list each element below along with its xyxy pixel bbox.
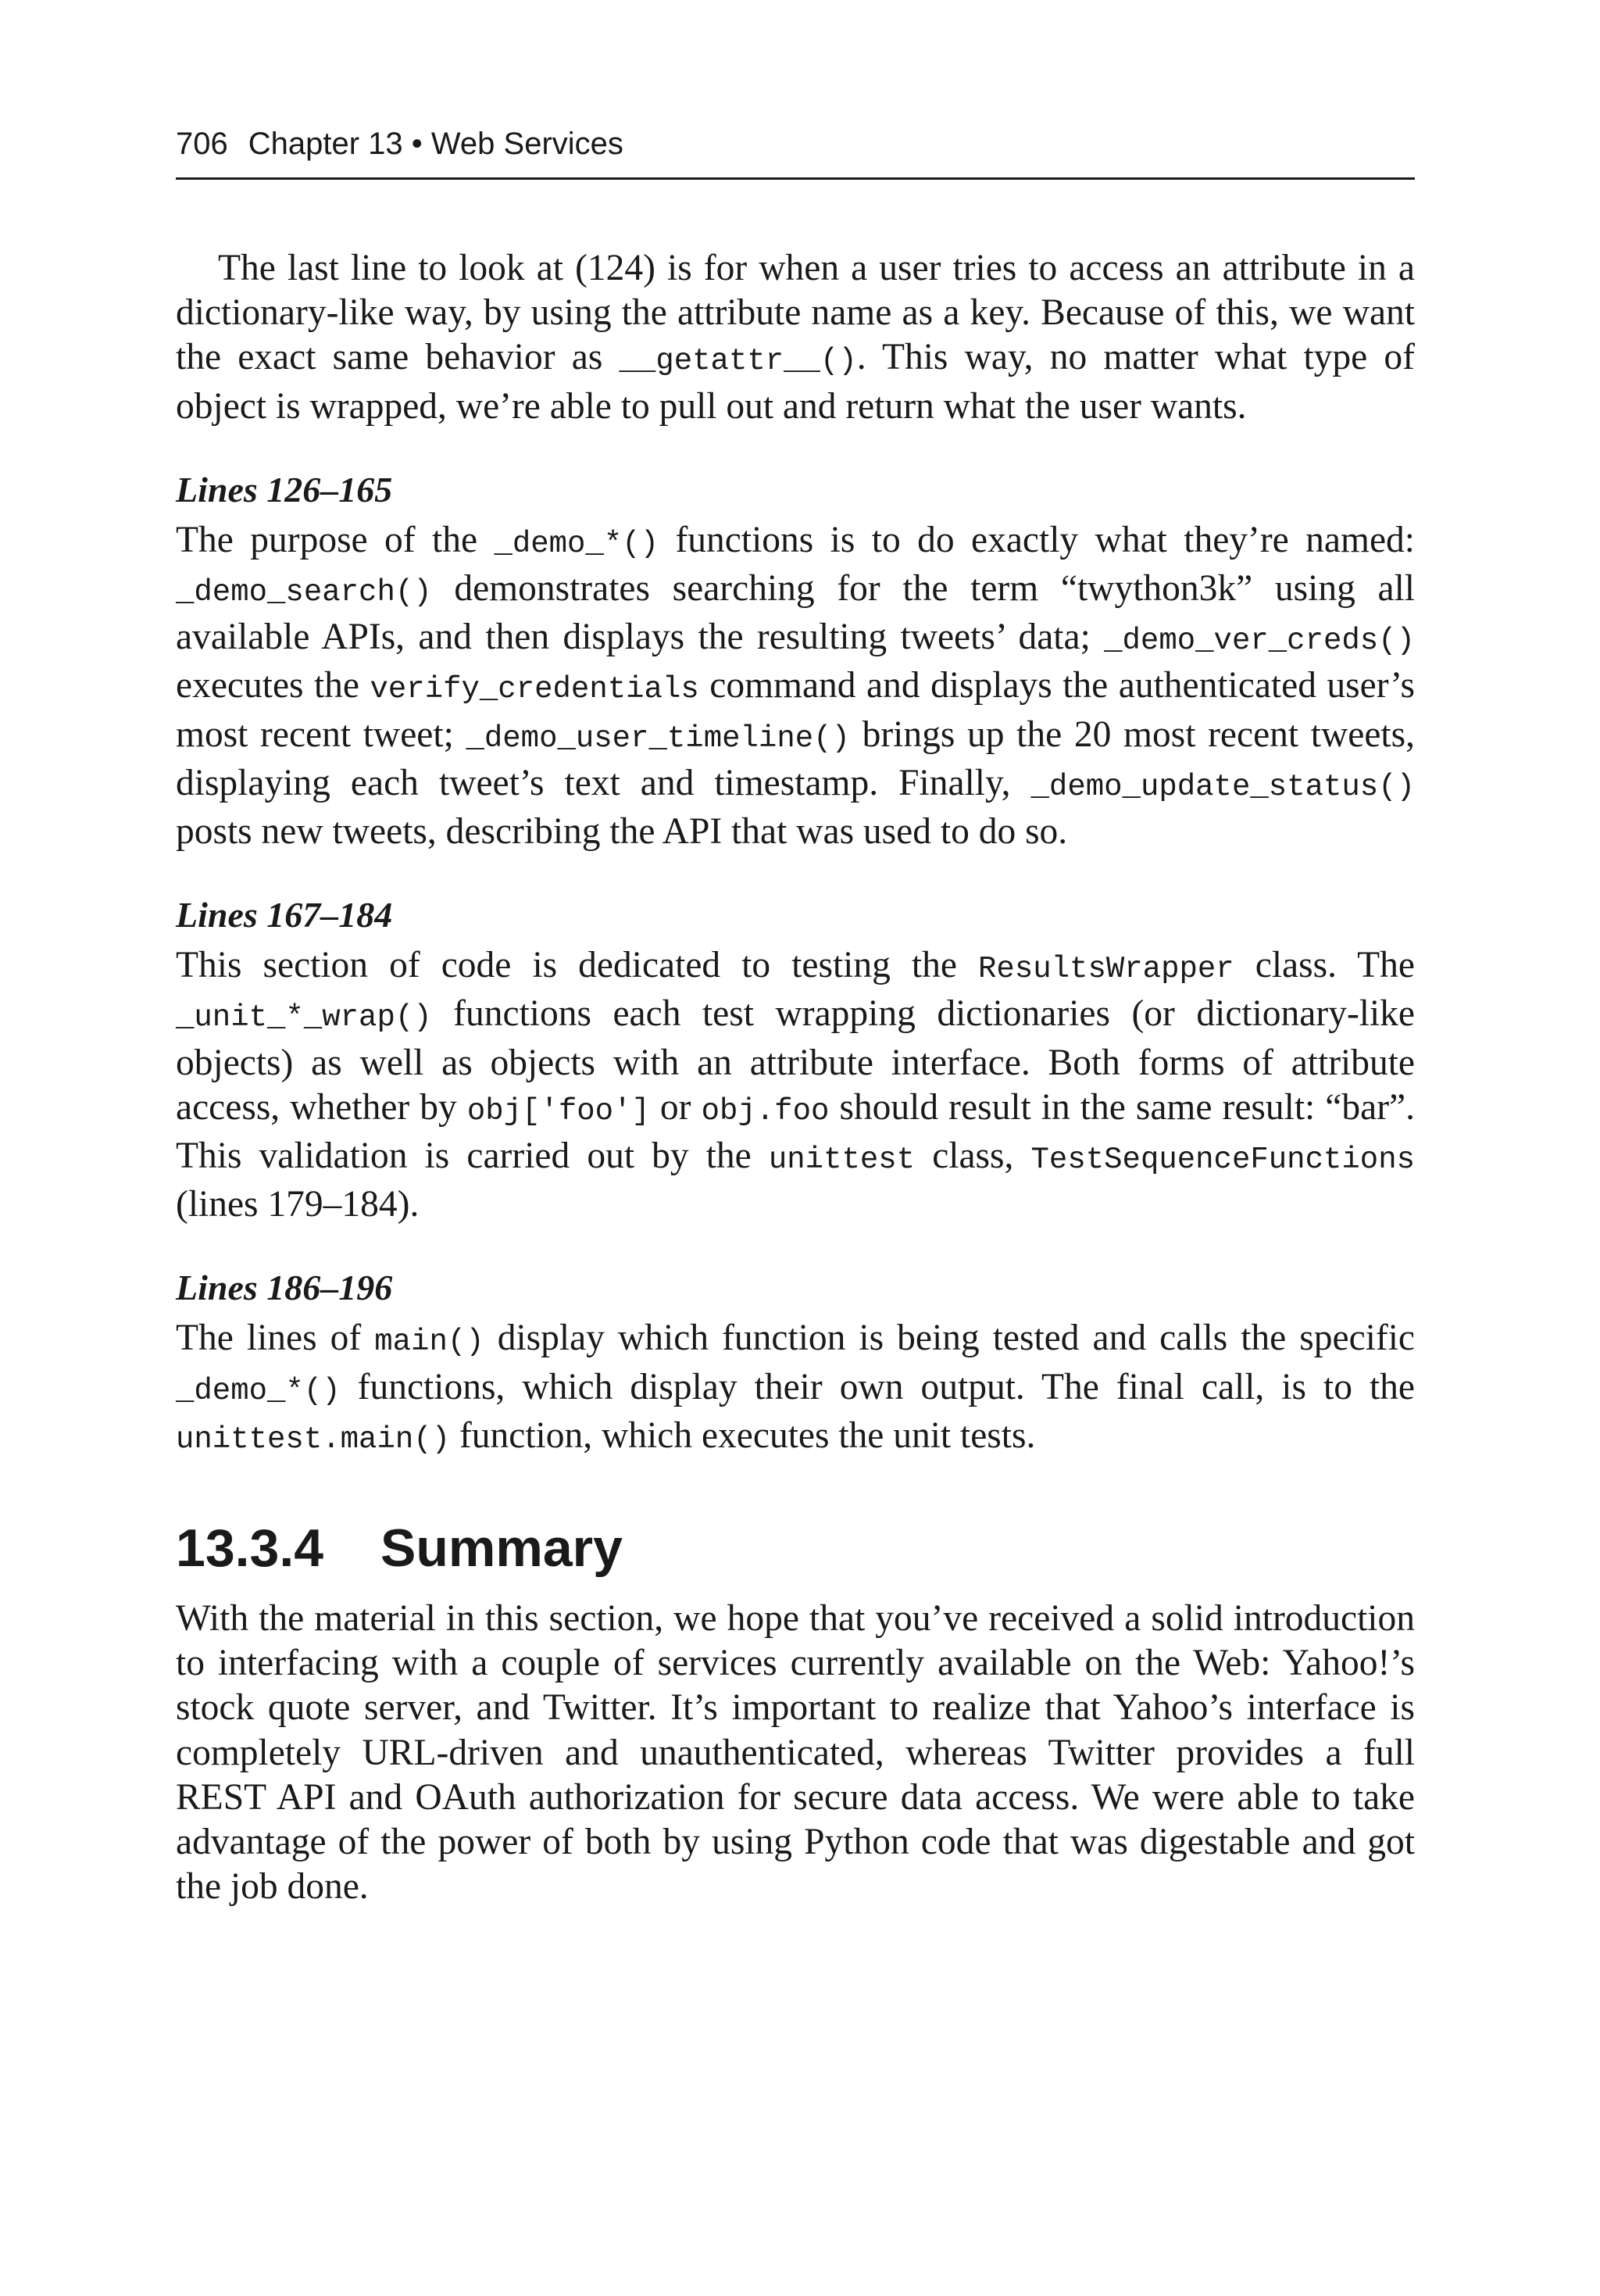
inline-code: _demo_ver_creds() [1104, 624, 1415, 659]
section-number: 13.3.4 [176, 1518, 324, 1579]
text: demonstrates searching for the term “twython3k” using all available APIs, and then displays the resulting tweets’ data; [176, 568, 1415, 658]
inline-code: __getattr__() [619, 344, 857, 379]
inline-code: _demo_user_timeline() [466, 721, 850, 756]
inline-code: main() [374, 1325, 484, 1360]
text: (lines 179–184). [176, 1184, 420, 1225]
inline-code: ResultsWrapper [978, 952, 1234, 987]
inline-code: _unit_*_wrap() [176, 1000, 432, 1035]
text: function, which executes the unit tests. [450, 1414, 1036, 1456]
text: The last line to look at (124) is for when a user tries to access an attribute in a dictionary-like way, by using the attribute name as a key. Because of this, we want the exact same behavior as [176, 248, 1415, 378]
text: The lines of [176, 1318, 375, 1359]
inline-code: _demo_*() [176, 1373, 341, 1408]
inline-code: unittest [768, 1143, 916, 1178]
inline-code: _demo_update_status() [1030, 769, 1415, 804]
running-title: Chapter 13 • Web Services [248, 127, 623, 161]
inline-code: obj['foo'] [466, 1093, 650, 1128]
text: executes the [176, 665, 370, 706]
section-heading-lines-186-196: Lines 186–196 [176, 1268, 393, 1308]
text: command and displays the authenticated user’s most recent tweet; [176, 665, 1415, 755]
paragraph-main [176, 1316, 1415, 1462]
text: posts new tweets, describing the API that was used to do so. [176, 811, 1068, 853]
inline-code: unittest.main() [176, 1422, 451, 1457]
paragraph-demo-functions [176, 518, 1415, 854]
section-heading-lines-167-184: Lines 167–184 [176, 895, 393, 935]
running-header [176, 122, 1415, 180]
text: class. The [1234, 945, 1415, 986]
inline-code: _demo_search() [176, 575, 432, 610]
text: functions is to do exactly what they’re named: [659, 519, 1415, 560]
text: should result in the same result: “bar”. This validation is carried out by the [176, 1086, 1415, 1177]
inline-code: TestSequenceFunctions [1030, 1143, 1415, 1178]
inline-code: verify_credentials [370, 672, 699, 707]
text: class, [915, 1135, 1031, 1177]
page-body [176, 246, 1415, 1909]
paragraph-getitem [176, 246, 1415, 429]
text: functions, which display their own output. The final call, is to the [340, 1366, 1415, 1407]
text: display which function is being tested and calls the specific [484, 1318, 1415, 1359]
section-title: Summary [380, 1518, 623, 1579]
section-heading-lines-126-165: Lines 126–165 [176, 469, 393, 510]
page-number: 706 [176, 127, 228, 161]
text: The purpose of the [176, 519, 495, 560]
inline-code: obj.foo [701, 1093, 830, 1128]
text: . This way, no matter what type of object is wrapped, we’re able to pull out and return what the user wants. [176, 337, 1415, 427]
text: brings up the 20 most recent tweets, displaying each tweet’s text and timestamp. Finally, [176, 713, 1415, 803]
text: This section of code is dedicated to testing the [176, 945, 979, 986]
section-heading-summary [176, 1515, 1415, 1581]
paragraph-results-wrapper [176, 943, 1415, 1227]
text: functions each test wrapping dictionaries (or dictionary-like objects) as well as objects with an attribute interface. Both forms of attribute access, whether by [176, 993, 1415, 1128]
text: or [649, 1086, 702, 1128]
inline-code: _demo_*() [494, 526, 659, 561]
paragraph-summary: With the material in this section, we hope that you’ve received a solid introduction to interfacing with a couple of services currently available on the Web: Yahoo!’s stock quote server, and Twitter. It’s important to realize that Yahoo’s interface is completely URL-driven and unauthenticated, whereas Twitter provides a full REST API and OAuth authorization for secure data access. We were able to take advantage of the power of both by using Python code that was digestable and got the job done. [176, 1598, 1415, 1908]
